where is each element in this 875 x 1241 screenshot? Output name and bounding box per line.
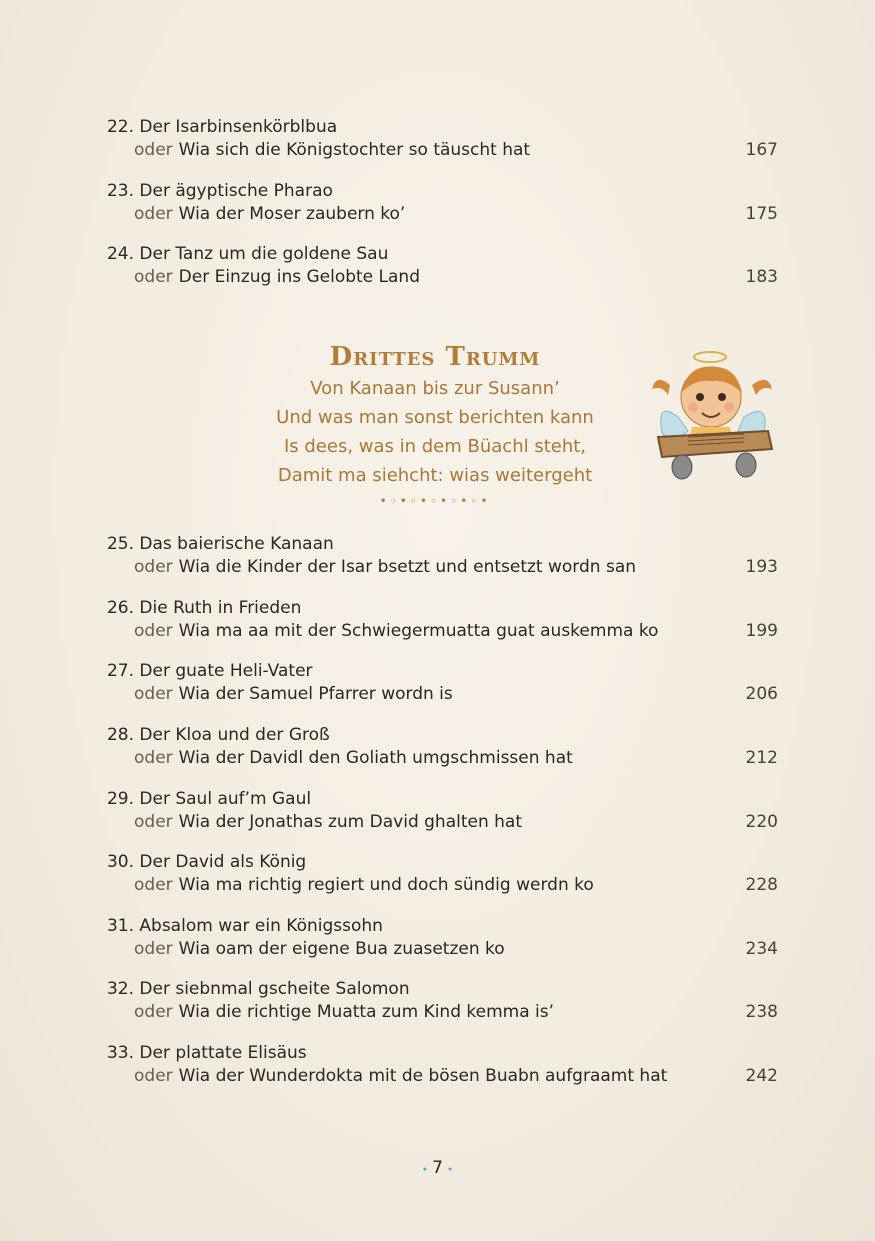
- entry-subtitle: Wia der Samuel Pfarrer wordn is: [178, 684, 453, 704]
- entry-subtitle: Wia die Kinder der Isar bsetzt und entsetzt wordn san: [178, 557, 637, 577]
- entry-title: Der Isarbinsenkörblbua: [139, 117, 338, 137]
- entry-subtitle: Wia die richtige Muatta zum Kind kemma is’: [178, 1002, 555, 1022]
- entry-number: 26.: [106, 598, 134, 618]
- toc-entry: [100, 851, 778, 897]
- entry-subtitle: Wia ma richtig regiert und doch sündig werdn ko: [178, 875, 594, 895]
- entry-title: Die Ruth in Frieden: [139, 598, 302, 618]
- entry-page: 228: [745, 875, 778, 895]
- section-heading: Drittes Trumm: [329, 342, 541, 372]
- entry-number: 32.: [106, 979, 134, 999]
- entry-title: Der Saul auf’m Gaul: [139, 789, 312, 809]
- entry-oder: oder: [134, 684, 173, 704]
- entry-page: 175: [745, 204, 778, 224]
- entry-subtitle: Wia der Davidl den Goliath umgschmissen hat: [178, 748, 573, 768]
- entry-subtitle: Der Einzug ins Gelobte Land: [178, 267, 421, 287]
- entry-oder: oder: [134, 267, 173, 287]
- entry-page: 220: [745, 812, 778, 832]
- entry-title: Der Tanz um die goldene Sau: [139, 244, 389, 264]
- entry-oder: oder: [134, 204, 173, 224]
- toc-entry: [100, 978, 778, 1024]
- toc-entry: [100, 180, 778, 226]
- entry-page: 206: [745, 684, 778, 704]
- entry-page: 212: [745, 748, 778, 768]
- verse-line: Is dees, was in dem Büachl steht,: [283, 436, 587, 457]
- toc-entry: [100, 1042, 778, 1088]
- entry-title: Der plattate Elisäus: [139, 1043, 307, 1063]
- toc-entry: [100, 788, 778, 834]
- dot-icon: •: [421, 1163, 429, 1176]
- toc-entry: [100, 660, 778, 706]
- entry-number: 30.: [106, 852, 134, 872]
- dot-icon: •: [446, 1163, 454, 1176]
- entry-oder: oder: [134, 875, 173, 895]
- entry-oder: oder: [134, 140, 173, 160]
- toc-entry: [100, 915, 778, 961]
- entry-oder: oder: [134, 748, 173, 768]
- entry-number: 25.: [106, 534, 134, 554]
- page-number: [0, 1158, 875, 1178]
- entry-page: 167: [745, 140, 778, 160]
- entry-title: Absalom war ein Königssohn: [139, 916, 383, 936]
- entry-subtitle: Wia der Moser zaubern ko’: [178, 204, 406, 224]
- entry-title: Der David als König: [139, 852, 307, 872]
- entry-title: Der ägyptische Pharao: [139, 181, 333, 201]
- entry-oder: oder: [134, 939, 173, 959]
- toc-entry: [100, 116, 778, 162]
- toc-entry: [100, 724, 778, 770]
- entry-title: Der Kloa und der Groß: [139, 725, 330, 745]
- entry-number: 28.: [106, 725, 134, 745]
- entry-number: 24.: [106, 244, 134, 264]
- entry-oder: oder: [134, 1002, 173, 1022]
- entry-title: Der siebnmal gscheite Salomon: [139, 979, 410, 999]
- entry-oder: oder: [134, 1066, 173, 1086]
- entry-page: 238: [745, 1002, 778, 1022]
- entry-subtitle: Wia der Jonathas zum David ghalten hat: [178, 812, 523, 832]
- entry-page: 183: [745, 267, 778, 287]
- entry-oder: oder: [134, 812, 173, 832]
- verse-line: Damit ma siehcht: wias weitergeht: [277, 465, 593, 486]
- toc-entry: [100, 533, 778, 579]
- section-header: [240, 340, 630, 508]
- entry-subtitle: Wia sich die Königstochter so täuscht hat: [178, 140, 531, 160]
- page-number-text: 7: [432, 1158, 443, 1178]
- entry-subtitle: Wia oam der eigene Bua zuasetzen ko: [178, 939, 505, 959]
- entry-title: Der guate Heli-Vater: [139, 661, 313, 681]
- entry-page: 193: [745, 557, 778, 577]
- entry-page: 234: [745, 939, 778, 959]
- entry-number: 31.: [106, 916, 134, 936]
- entry-oder: oder: [134, 557, 173, 577]
- entry-page: 199: [745, 621, 778, 641]
- entry-page: 242: [745, 1066, 778, 1086]
- toc-entry: [100, 243, 778, 289]
- toc-entry: [100, 597, 778, 643]
- entry-oder: oder: [134, 621, 173, 641]
- entry-title: Das baierische Kanaan: [139, 534, 334, 554]
- verse-line: Von Kanaan bis zur Susann’: [310, 378, 560, 399]
- entry-number: 33.: [106, 1043, 134, 1063]
- entry-subtitle: Wia ma aa mit der Schwiegermuatta guat auskemma ko: [178, 621, 659, 641]
- entry-subtitle: Wia der Wunderdokta mit de bösen Buabn aufgraamt hat: [178, 1066, 668, 1086]
- angel-illustration: [648, 345, 778, 485]
- entry-number: 29.: [106, 789, 134, 809]
- verse-line: Und was man sonst berichten kann: [276, 407, 594, 428]
- ornament-divider: •◦•◦•◦•◦•◦•: [379, 494, 491, 508]
- entry-number: 27.: [106, 661, 134, 681]
- entry-number: 22.: [106, 117, 134, 137]
- entry-number: 23.: [106, 181, 134, 201]
